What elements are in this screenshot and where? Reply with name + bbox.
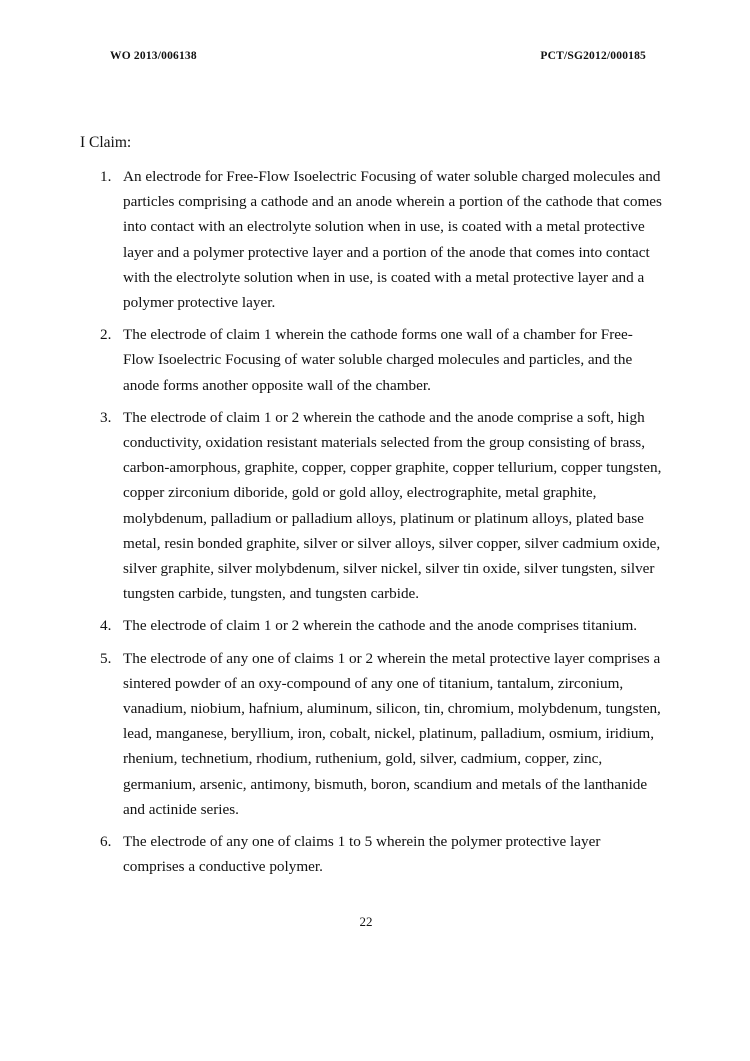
publication-number: WO 2013/006138 — [110, 50, 197, 62]
claim-6 — [0, 829, 663, 879]
claim-number: 1. — [100, 168, 112, 185]
claim-number: 4. — [100, 617, 112, 635]
claim-number: 2. — [100, 326, 112, 344]
claim-text: The electrode of any one of claims 1 or 2 wherein the metal protective layer comprises a sintered powder of an oxy-compound of any one of titanium, tantalum, zirconium, vanadium, niobium, hafnium, aluminum, silicon, tin, chromium, molybdenum, tungsten, lead, manganese, beryllium, iron, cobalt, nickel, platinum, palladium, osmium, iridium, rhenium, technetium, rhodium, ruthenium, gold, silver, cadmium, copper, zinc, germanium, arsenic, antimony, bismuth, boron, scandium and metals of the lanthanide and actinide series. — [123, 649, 661, 818]
claim-5 — [0, 646, 663, 822]
claim-1 — [0, 164, 663, 315]
claims-heading: I Claim: — [80, 134, 132, 151]
claim-text: The electrode of claim 1 or 2 wherein the cathode and the anode comprise a soft, high conductivity, oxidation resistant materials selected from the group consisting of brass, carbon-amorphous, graphite, copper, copper graphite, copper tellurium, copper tungsten, copper zirconium diboride, gold or gold alloy, electrographite, metal graphite, molybdenum, palladium or palladium alloys, platinum or platinum alloys, plated base metal, resin bonded graphite, silver or silver alloys, silver copper, silver cadmium oxide, silver graphite, silver molybdenum, silver nickel, silver tin oxide, silver tungsten, silver tungsten carbide, tungsten, and tungsten carbide. — [123, 408, 662, 603]
claim-number: 5. — [100, 649, 112, 667]
claim-2 — [0, 322, 663, 398]
claim-text: An electrode for Free-Flow Isoelectric Focusing of water soluble charged molecules and particles comprising a cathode and an anode wherein a portion of the cathode that comes into contact with an electrolyte solution when in use, is coated with a metal protective layer and a polymer protective layer and a portion of the anode that comes into contact with the electrolyte solution when in use, is coated with a metal protective layer and a polymer protective layer. — [123, 168, 662, 312]
claim-4 — [0, 613, 663, 638]
claim-number: 6. — [100, 833, 112, 851]
claim-text: The electrode of claim 1 or 2 wherein the cathode and the anode comprises titanium. — [123, 617, 638, 635]
claim-3 — [0, 405, 663, 607]
claim-text: The electrode of any one of claims 1 to 5 wherein the polymer protective layer comprises a conductive polymer. — [123, 833, 601, 876]
claim-number: 3. — [100, 408, 112, 426]
page-number: 22 — [359, 914, 373, 929]
claim-text: The electrode of claim 1 wherein the cathode forms one wall of a chamber for Free-Flow Isoelectric Focusing of water soluble charged molecules and particles, and the anode forms another opposite wall of the chamber. — [123, 326, 633, 394]
claims-list — [0, 164, 750, 886]
application-number: PCT/SG2012/000185 — [540, 50, 646, 62]
